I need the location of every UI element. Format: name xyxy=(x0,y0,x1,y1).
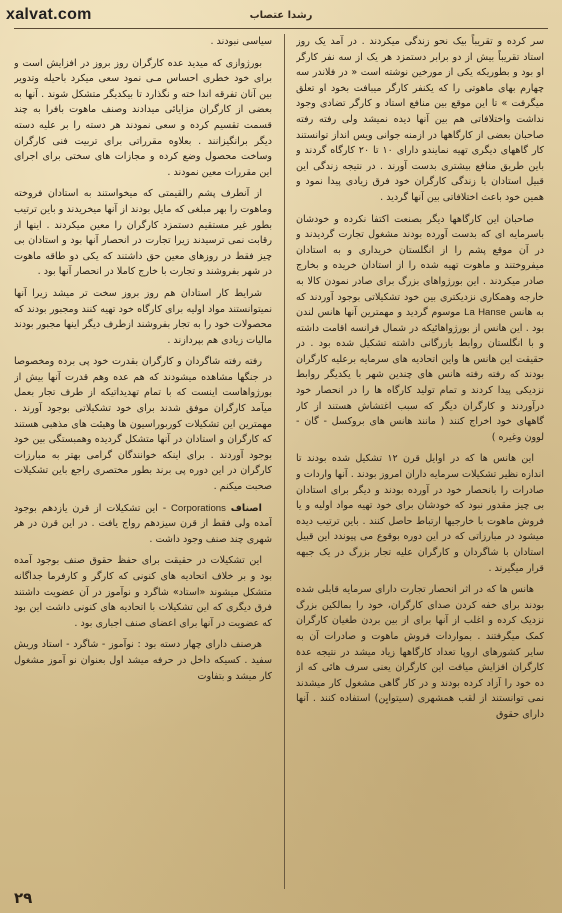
paragraph-text: موسوم گردید و مهمترین آنها هانس لندن بود . این هانس از بورژواهائیکه در شمال فرانسه اقامت داشته و با انگلستان روابط بازرگانی داشته تشکیل شده بود . در حقیقت این هانس ها واین اتحادیه های سرمایه برعلیه کارگران بودند که رفته رفته هانس های چندین شهر با یکدیگر روابط نزدیکی پیدا کردند و تمام تولید کارگاه ها را در انحصار خود درآوردند و کارگران دیگر که سبب اغتشاش هستند از کار گاههای خود اخراج کنند ( مانند هانس های بروکسل - گان - لوون وغیره ) xyxy=(296,307,544,443)
paragraph xyxy=(14,501,272,548)
paragraph: هرصنف دارای چهار دسته بود : نوآموز - شاگرد - استاد وریش سفید . کسیکه داخل در حرفه میشد اول بعنوان نو آموز مشغول کار میشد و بتفاوت xyxy=(14,639,272,682)
paragraph: بورژوازی که میدید عده کارگران روز بروز در افزایش است و برای خود خطری احساس مـی نمود سعی میکرد باحیله وتدویر بین آنان تفرقه اندا خته و نگذارد تا بیکدیگر متشکل شوند . آنها به بعضی از کارگران مزایائی میدادند وصنف ماهوت بافرا به چند قسمت تقسیم کرده و سعی نمودند هر دسته را بر علیه دسته دیگر برانگیزانند . بعلاوه مقرراتی برای تربیت فنی کارگران وساخت محصول وضع کرده و مجازات های سختی برای اجرای این مقررات معین نمودند . xyxy=(14,57,272,178)
page-number: ۲۹ xyxy=(14,889,33,907)
paragraph: این تشکیلات در حقیقت برای حفظ حقوق صنف بوجود آمده بود و بر خلاف اتحادیه های کنونی که کارگر و کارفرما جداگانه متشکل میشوند «استاد» شاگرد و نوآموز در آن عضویت داشتند فرق دیگری که این تشکیلات با اتحادیه های کنونی داشت این بود که عضویت در آنها برای اعضای صنف اجباری بود . xyxy=(14,555,272,629)
paragraph: از آنطرف پشم رالقیمتی که میخواستند به استادان فروخته وماهوت را بهر مبلغی که مایل بودند از آنها میخریدند و باین ترتیب بطور غیر مستقیم دستمزد کارگران را معین میکردند . اینها از رقابت نمی ترسیدند زیرا تجارت در انحصار آنها بود و استادان بی چیز فقط در روزهای معین حق داشتند که یکی دو طاقه ماهوت در شهر بفروشند و تجارت با خارج کاملا در انحصار آنها بود . xyxy=(14,188,272,278)
paragraph xyxy=(296,212,544,446)
paragraph: این هانس ها که در اوایل قرن ۱۲ تشکیل شده بودند تا اندازه نظیر تشکیلات سرمایه داران امروز بودند . آنها واردات و صادرات را بانحصار خود در آورده بودند و دیگر برای استادان بی چیز مقدور نبود که خودشان برای خود تهیه مواد اولیه و یا فروش ماهوت با خارجیها ارتباط حاصل کنند . باین ترتیب دیده میشود در مبارزاتی که در این دوره بوقوع می پیوندد این قبیل استادان با شاگردان و کارگران علیه تجار بزرگ در یک جبهه قرار میگیرند . xyxy=(296,453,544,574)
section-heading: اصناف xyxy=(230,502,262,514)
running-head: رشدا عتصاب xyxy=(249,10,313,21)
paragraph: شرایط کار استادان هم روز بروز سخت تر میشد زیرا آنها نمیتوانستند مواد اولیه برای کارگاه خود تهیه کنند ومجبور بودند که محصولات خود را به تجار بفروشند ازطرف دیگر اینها مجبور بودند مالیات زیادی هم بپردازند . xyxy=(14,287,272,346)
paragraph: هانس ها که در اثر انحصار تجارت دارای سرمایه قابلی شده بودند برای خفه کردن صدای کارگران، خود را بمالکین بزرگ نزدیک کرده و اغلب از آنها برای از بین بردن طغیان کارگران کمک میگرفتند . بمواردات فروش ماهوت و صادرات آن به سایر کشورهای اروپا تعداد کارگاهها زیاد میشد در نتیجه عدة کارگران افزایش میافت این کارگران یعنی سرف هائی که از ده خود را آزاد کرده بودند و در کار گاهی مشغول کار میشدند نمی توانستند از لقب همشهری (سیتوایِن) استفاده کنند . آنها دارای حقوق xyxy=(296,584,544,720)
paragraph: سر کرده و تقریباً بیک نحو زندگی میکردند . در آمد یک روز استاد تقریباً بیش از دو برابر دستمزد هر یک از سه نفر کارگر او بود و بطوریکه یکی از مورخین نوشته است « در فلاندر سه چهارم بهای ماهوتی را که یکنفر کارگر میبافت بخود او تعلق میگرفت » تا این موقع بین منافع استاد و کارگر تضادی وجود نداشت واختلافاتی هم بین آنها دیده نمیشد ولی رفته رفته صاحبان بعضی از کارگاهها در ازمنه جوانی ویس انداز توانستند کار گاههای دیگری تهیه نمایندو دارای ۱۰ تا ۲۰ کارگاه گردند و باین طریق منافع بیشتری بدست آورند . در نتیجه زندگی این قبیل استادان با زندگی کارگران خود فرق زیادی پیدا نمود و همین خود باعث اختلافاتی بین آنها گردید . xyxy=(296,36,544,203)
latin-term: Corporations xyxy=(170,502,226,514)
left-column xyxy=(14,34,272,884)
paragraph: سیاسی نبودند . xyxy=(210,36,272,47)
latin-term: La Hanse xyxy=(464,307,506,319)
right-column xyxy=(296,34,544,884)
watermark: xalvat.com xyxy=(6,6,92,23)
paragraph-text: - این تشکیلات از قرن یازدهم بوجود آمده ولی فقط از قرن سیزدهم رواج یافت . در این قرن در هر شهری چند صنف وجود داشت . xyxy=(14,502,272,545)
column-divider xyxy=(284,34,285,889)
paragraph: رفته رفته شاگردان و کارگران بقدرت خود پی برده ومخصوصا در جنگها مشاهده میشودند که هم عده وهم قدرت آنها بیش از بورژواهاست اینست که با تمام تهدیداتیکه از طرف تجار بعمل میآمد کارگران موفق شدند برای خود تشکیلاتی بوجود آورند . مهمترین این تشکیلات کوربوراسیون ها وهیئت های مذهبی هستند که کارگران و استادان در آنها متشکل گردیده وهمبستگی بین خود بوجود آوردند . برای اینکه خوانندگان گرامی بهتر به مبارزات کارگران در این دوره پی برند بطور مختصری راجع باین تشکیلات صحبت میکنم . xyxy=(14,356,272,493)
header-rule xyxy=(14,28,548,29)
paragraph-text: صاحبان این کارگاهها دیگر بصنعت اکتفا نکرده و خودشان باسرمایه ای که بدست آورده بودند مشغول تجارت گردیدند و در آن موقع پشم را از انگلستان خریداری و به استادان میفروختند و ماهوت تهیه شده را از استادان خریده و بخارج صادر میکردند . این بورژواهای بزرگ برای صادر نمودن کالا به خارجه وهمکاری نزدیکتری بین خود تشکیلاتی بوجود آوردند که به هانس xyxy=(296,213,544,319)
